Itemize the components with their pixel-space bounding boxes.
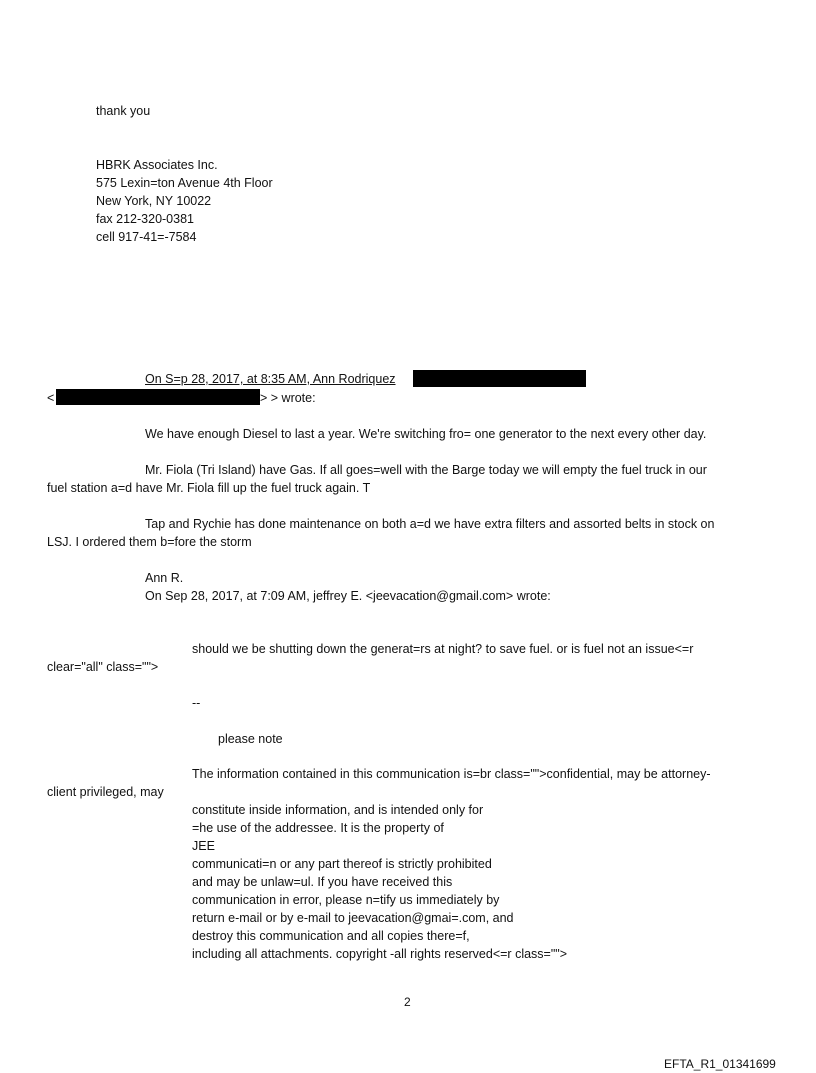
redaction-box: [413, 370, 586, 387]
reply-paragraph-3-line1: Tap and Rychie has done maintenance on both a=d we have extra filters and assorted belts in stock on: [145, 517, 715, 531]
disclaimer-line: destroy this communication and all copies there=f,: [192, 929, 470, 943]
document-id: EFTA_R1_01341699: [664, 1057, 776, 1071]
disclaimer-line-a: The information contained in this communication is=br class="">confidential, may be attorney-: [192, 767, 711, 781]
disclaimer-line: communicati=n or any part thereof is strictly prohibited: [192, 857, 492, 871]
disclaimer-line: communication in error, please n=tify us immediately by: [192, 893, 500, 907]
disclaimer-line: and may be unlaw=ul. If you have received this: [192, 875, 453, 889]
quoted-header: On Sep 28, 2017, at 7:09 AM, jeffrey E. <jeevacation@gmail.com> wrote:: [145, 589, 551, 603]
disclaimer-line: JEE: [192, 839, 215, 853]
closing-line: thank you: [96, 104, 151, 118]
signature-cell: cell 917-41=-7584: [96, 230, 197, 244]
signature-company: HBRK Associates Inc.: [96, 158, 218, 172]
quoted-dashes: --: [192, 696, 201, 710]
reply-header-wrote: > > wrote:: [260, 391, 316, 405]
reply-paragraph-2-line2: fuel station a=d have Mr. Fiola fill up the fuel truck again. T: [47, 481, 371, 495]
disclaimer-line: return e-mail or by e-mail to jeevacation@gmai=.com, and: [192, 911, 514, 925]
disclaimer-line-b: client privileged, may: [47, 785, 164, 799]
reply-paragraph-1: We have enough Diesel to last a year. We're switching fro= one generator to the next every other day.: [145, 427, 707, 441]
reply-header-line1: On S=p 28, 2017, at 8:35 AM, Ann Rodriquez: [145, 372, 396, 386]
signature-fax: fax 212-320-0381: [96, 212, 194, 226]
redaction-box: [56, 389, 260, 405]
page-number: 2: [404, 995, 411, 1009]
reply-paragraph-2-line1: Mr. Fiola (Tri Island) have Gas. If all goes=well with the Barge today we will empty the fuel truck in our: [145, 463, 707, 477]
disclaimer-line: constitute inside information, and is intended only for: [192, 803, 484, 817]
reply-sign: Ann R.: [145, 571, 184, 585]
signature-address-line2: New York, NY 10022: [96, 194, 212, 208]
signature-address-line1: 575 Lexin=ton Avenue 4th Floor: [96, 176, 273, 190]
disclaimer-note: please note: [218, 732, 283, 746]
disclaimer-line: =he use of the addressee. It is the property of: [192, 821, 444, 835]
quoted-question-line2: clear="all" class="">: [47, 660, 159, 674]
reply-paragraph-3-line2: LSJ. I ordered them b=fore the storm: [47, 535, 252, 549]
quoted-question-line1: should we be shutting down the generat=rs at night? to save fuel. or is fuel not an issue<=r: [192, 642, 694, 656]
disclaimer-line: including all attachments. copyright -all rights reserved<=r class="">: [192, 947, 568, 961]
reply-header-open-bracket: <: [47, 391, 55, 405]
